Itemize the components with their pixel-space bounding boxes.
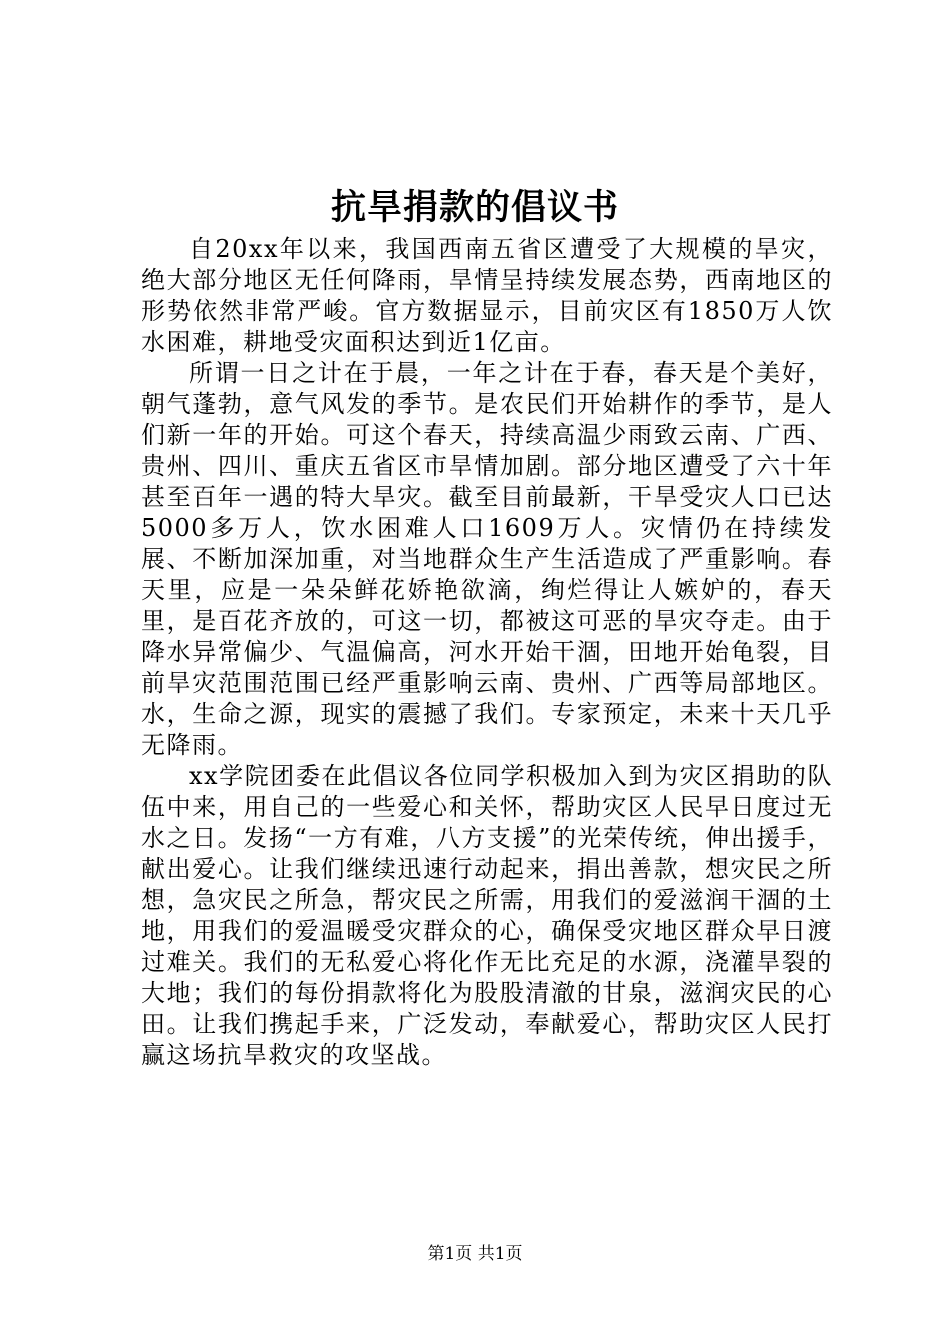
paragraph-3: xx学院团委在此倡议各位同学积极加入到为灾区捐助的队伍中来，用自己的一些爱心和关怀，帮助灾区人民早日度过无水之日。发扬“一方有难，八方支援”的光荣传统，伸出援手，献出爱心。让我们继续迅速行动起来，捐出善款，想灾民之所想，急灾民之所急，帮灾民之所需，用我们的爱滋润干涸的土地，用我们的爱温暖受灾群众的心，确保受灾地区群众早日渡过难关。我们的无私爱心将化作无比充足的水源，浇灌旱裂的大地；我们的每份捐款将化为股股清澈的甘泉，滋润灾民的心田。让我们携起手来，广泛发动，奉献爱心，帮助灾区人民打赢这场抗旱救灾的攻坚战。 — [141, 762, 833, 1069]
paragraph-1: 自20xx年以来，我国西南五省区遭受了大规模的旱灾，绝大部分地区无任何降雨，旱情呈持续发展态势，西南地区的形势依然非常严峻。官方数据显示，目前灾区有1850万人饮水困难，耕地受灾面积达到近1亿亩。 — [141, 235, 833, 356]
page-footer: 第1页 共1页 — [427, 1244, 523, 1264]
document-title: 抗旱捐款的倡议书 — [330, 187, 619, 228]
paragraph-2: 所谓一日之计在于晨，一年之计在于春，春天是个美好，朝气蓬勃，意气风发的季节。是农民们开始耕作的季节，是人们新一年的开始。可这个春天，持续高温少雨致云南、广西、贵州、四川、重庆五省区市旱情加剧。部分地区遭受了六十年甚至百年一遇的特大旱灾。截至目前最新，干旱受灾人口已达5000多万人，饮水困难人口1609万人。灾情仍在持续发展、不断加深加重，对当地群众生产生活造成了严重影响。春天里，应是一朵朵鲜花娇艳欲滴，绚烂得让人嫉妒的，春天里，是百花齐放的，可这一切，都被这可恶的旱灾夺走。由于降水异常偏少、气温偏高，河水开始干涸，田地开始龟裂，目前旱灾范围范围已经严重影响云南、贵州、广西等局部地区。水，生命之源，现实的震撼了我们。专家预定，未来十天几乎无降雨。 — [141, 359, 833, 759]
document-body — [141, 234, 833, 1071]
